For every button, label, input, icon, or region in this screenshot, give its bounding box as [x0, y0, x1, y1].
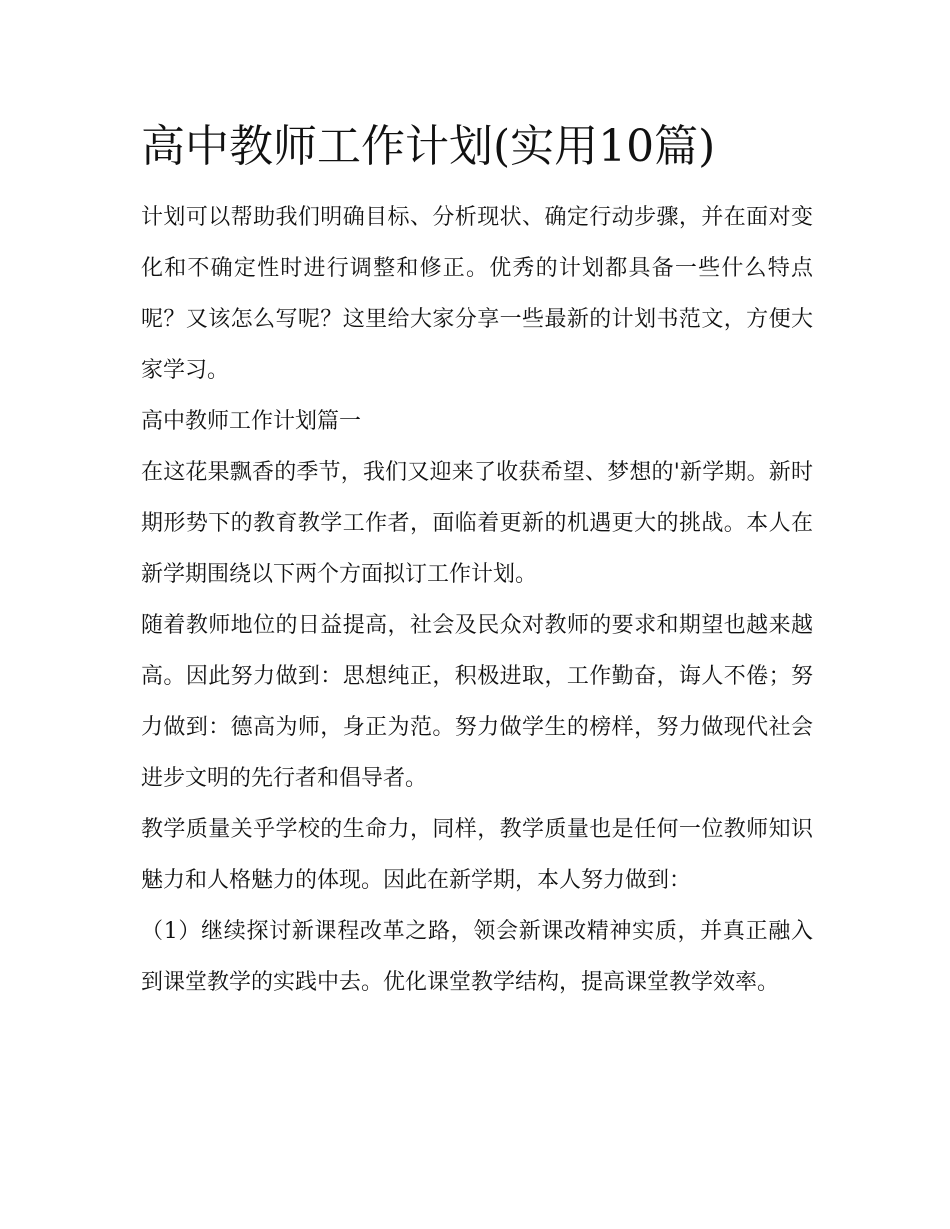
body-paragraph: 在这花果飘香的季节，我们又迎来了收获希望、梦想的'新学期。新时期形势下的教育教学工作者，面临着更新的机遇更大的挑战。本人在新学期围绕以下两个方面拟订工作计划。	[141, 460, 813, 587]
section-heading: 高中教师工作计划篇一	[141, 409, 362, 434]
document-page	[141, 108, 813, 1008]
document-title: 高中教师工作计划(实用10篇)	[141, 121, 716, 172]
intro-paragraph: 计划可以帮助我们明确目标、分析现状、确定行动步骤，并在面对变化和不确定性时进行调整和修正。优秀的计划都具备一些什么特点呢？又该怎么写呢？这里给大家分享一些最新的计划书范文，方便大家学习。	[141, 205, 813, 383]
body-paragraph: 随着教师地位的日益提高，社会及民众对教师的要求和期望也越来越高。因此努力做到：思想纯正，积极进取，工作勤奋，诲人不倦；努力做到：德高为师，身正为范。努力做学生的榜样，努力做现代社会进步文明的先行者和倡导者。	[141, 613, 813, 791]
body-paragraph: 教学质量关乎学校的生命力，同样，教学质量也是任何一位教师知识魅力和人格魅力的体现。因此在新学期，本人努力做到：	[141, 817, 813, 893]
body-paragraph: （1）继续探讨新课程改革之路，领会新课改精神实质，并真正融入到课堂教学的实践中去。优化课堂教学结构，提高课堂教学效率。	[141, 919, 813, 995]
